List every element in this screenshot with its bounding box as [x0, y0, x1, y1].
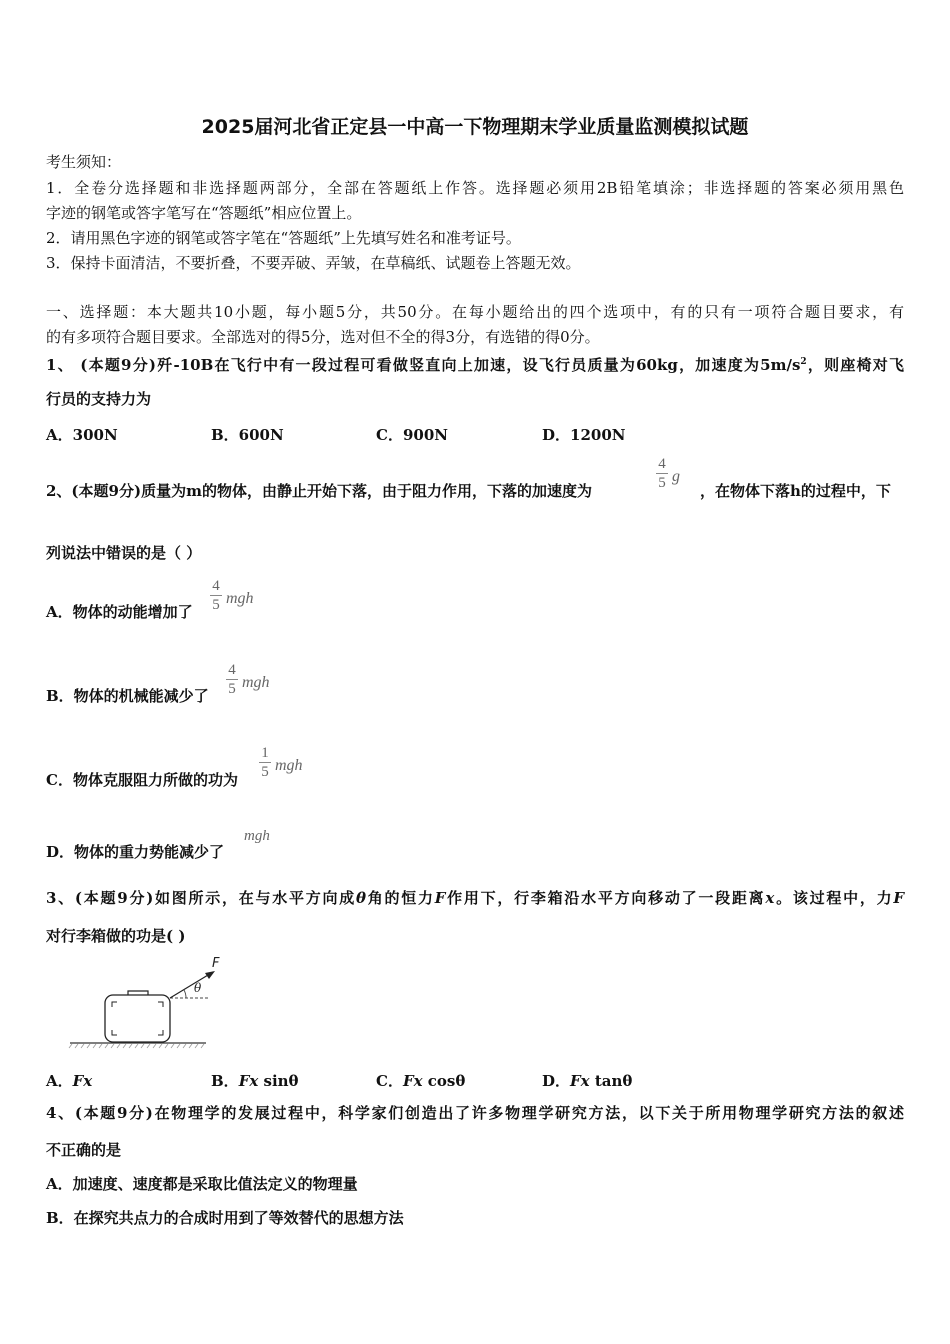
- q2-option-c-fraction: 1 5: [259, 745, 271, 780]
- q2-stem-line-1a: 2、(本题9分)质量为m的物体，由静止开始下落，由于阻力作用，下落的加速度为: [46, 482, 592, 500]
- q4-stem-line-1: 4、(本题9分)在物理学的发展过程中，科学家们创造出了许多物理学研究方法，以下关于所用物理学研究方法的叙述: [46, 1104, 904, 1122]
- q2-option-a-fraction: 4 5: [210, 578, 222, 613]
- exam-page: 2025届河北省正定县一中高一下物理期末学业质量监测模拟试题 考生须知： 1．全卷分选择题和非选择题两部分，全部在答题纸上作答。选择题必须用2B铅笔填涂；非选择题的答案必须用黑色 字迹的钢笔或答字笔写在“答题纸”相应位置上。 2．请用黑色字迹的钢笔或答字笔在“答题纸”上先填写姓名和准考证号。 3．保持卡面清洁，不要折叠，不要弄破、弄皱，在草稿纸、试题卷上答题无效。 一、选择题：本大题共10小题，每小题5分，共50分。在每小题给出的四个选项中，有的只有一项符合题目要求，有 的有多项符合题目要求。全部选对的得5分，选对但不全的得3分，有选错的得0分。 1、 (本题9分)歼-10B在飞行中有一段过程可看做竖直向上加速，设飞行员质量为60kg，加速度为$5m/s^2$，则座椅对飞 行员的支持力为 A．300N B．600N C．900N D．1200N 2、(本题9分)质量为m的物体，由静止开始下落，由于阻力作用，下落的加速度为 4 5 g ，在物体下落h的过程中，下 列说法中错误的是（ ） A．物体的动能增加了 4 5 mgh B．物体的机械能减少了 4 5 mgh C．物体克服阻力所做的功为 1 5 mgh D．物体的重力势能减少了 mgh 3、(本题9分)如图所示，在与水平方向成θ角的恒力F作用下，行李箱沿水平方向移动了一段距离x。该过程中，力F 对行李箱做的功是( ) F θ A．Fx B．Fx sinθ C．Fx cosθ D．Fx tanθ 4、(本题9分)在物理学的发展过程中，科学家们创造出了许多物理学研究方法，以下关于所用物理学研究方法的叙述 不正确的是 A．加速度、速度都是采取比值法定义的物理量 B．在探究共点力的合成时用到了等效替代的思想方法: [0, 0, 950, 1344]
- q1-option-c[interactable]: C．900N: [376, 426, 448, 444]
- q1-stem-line-1: 1、 (本题9分)歼-10B在飞行中有一段过程可看做竖直向上加速，设飞行员质量为60kg，加速度为$5m/s^2$，则座椅对飞: [46, 356, 904, 374]
- notice-item-1-line-1: 1．全卷分选择题和非选择题两部分，全部在答题纸上作答。选择题必须用2B铅笔填涂；非选择题的答案必须用黑色: [46, 179, 904, 197]
- notice-item-2: 2．请用黑色字迹的钢笔或答字笔在“答题纸”上先填写姓名和准考证号。: [46, 229, 521, 247]
- notice-heading: 考生须知：: [46, 153, 122, 171]
- q2-accel-var: g: [672, 468, 680, 485]
- page-title: 2025届河北省正定县一中高一下物理期末学业质量监测模拟试题: [201, 116, 749, 138]
- q2-option-b-fraction: 4 5: [226, 662, 238, 697]
- force-label: F: [212, 956, 220, 971]
- q1-option-d[interactable]: D．1200N: [542, 426, 626, 444]
- q3-option-a[interactable]: A．Fx: [46, 1072, 93, 1090]
- q3-stem-line-1: 3、(本题9分)如图所示，在与水平方向成θ角的恒力F作用下，行李箱沿水平方向移动了一段距离x。该过程中，力F: [46, 889, 904, 907]
- force-arrow: [170, 972, 213, 998]
- q1-stem-line-2: 行员的支持力为: [46, 390, 152, 408]
- q1-option-b[interactable]: B．600N: [211, 426, 284, 444]
- section-intro-line-2: 的有多项符合题目要求。全部选对的得5分，选对但不全的得3分，有选错的得0分。: [46, 328, 600, 346]
- q2-stem-line-1b: ，在物体下落h的过程中，下: [700, 482, 891, 500]
- q2-accel-fraction: 4 5: [656, 456, 668, 491]
- q3-stem-line-2: 对行李箱做的功是( ): [46, 927, 186, 945]
- force-arrow-head: [205, 971, 215, 979]
- q1-option-a[interactable]: A．300N: [46, 426, 118, 444]
- section-intro-line-1: 一、选择题：本大题共10小题，每小题5分，共50分。在每小题给出的四个选项中，有的只有一项符合题目要求，有: [46, 303, 904, 321]
- q3-option-d[interactable]: D．Fx tanθ: [542, 1072, 633, 1090]
- q4-option-b[interactable]: B．在探究共点力的合成时用到了等效替代的思想方法: [46, 1209, 404, 1227]
- angle-arc: [184, 990, 186, 998]
- q3-option-c[interactable]: C．Fx cosθ: [376, 1072, 466, 1090]
- q4-option-a[interactable]: A．加速度、速度都是采取比值法定义的物理量: [46, 1175, 358, 1193]
- q4-stem-line-2: 不正确的是: [46, 1141, 122, 1159]
- ground-hatching: [69, 1044, 204, 1048]
- angle-label: θ: [194, 981, 202, 995]
- q2-stem-line-2: 列说法中错误的是（ ）: [46, 544, 202, 562]
- q3-suitcase-figure: [66, 952, 226, 1052]
- notice-item-3: 3．保持卡面清洁，不要折叠，不要弄破、弄皱，在草稿纸、试题卷上答题无效。: [46, 254, 581, 272]
- notice-item-1-line-2: 字迹的钢笔或答字笔写在“答题纸”相应位置上。: [46, 204, 362, 222]
- q3-option-b[interactable]: B．Fx sinθ: [211, 1072, 299, 1090]
